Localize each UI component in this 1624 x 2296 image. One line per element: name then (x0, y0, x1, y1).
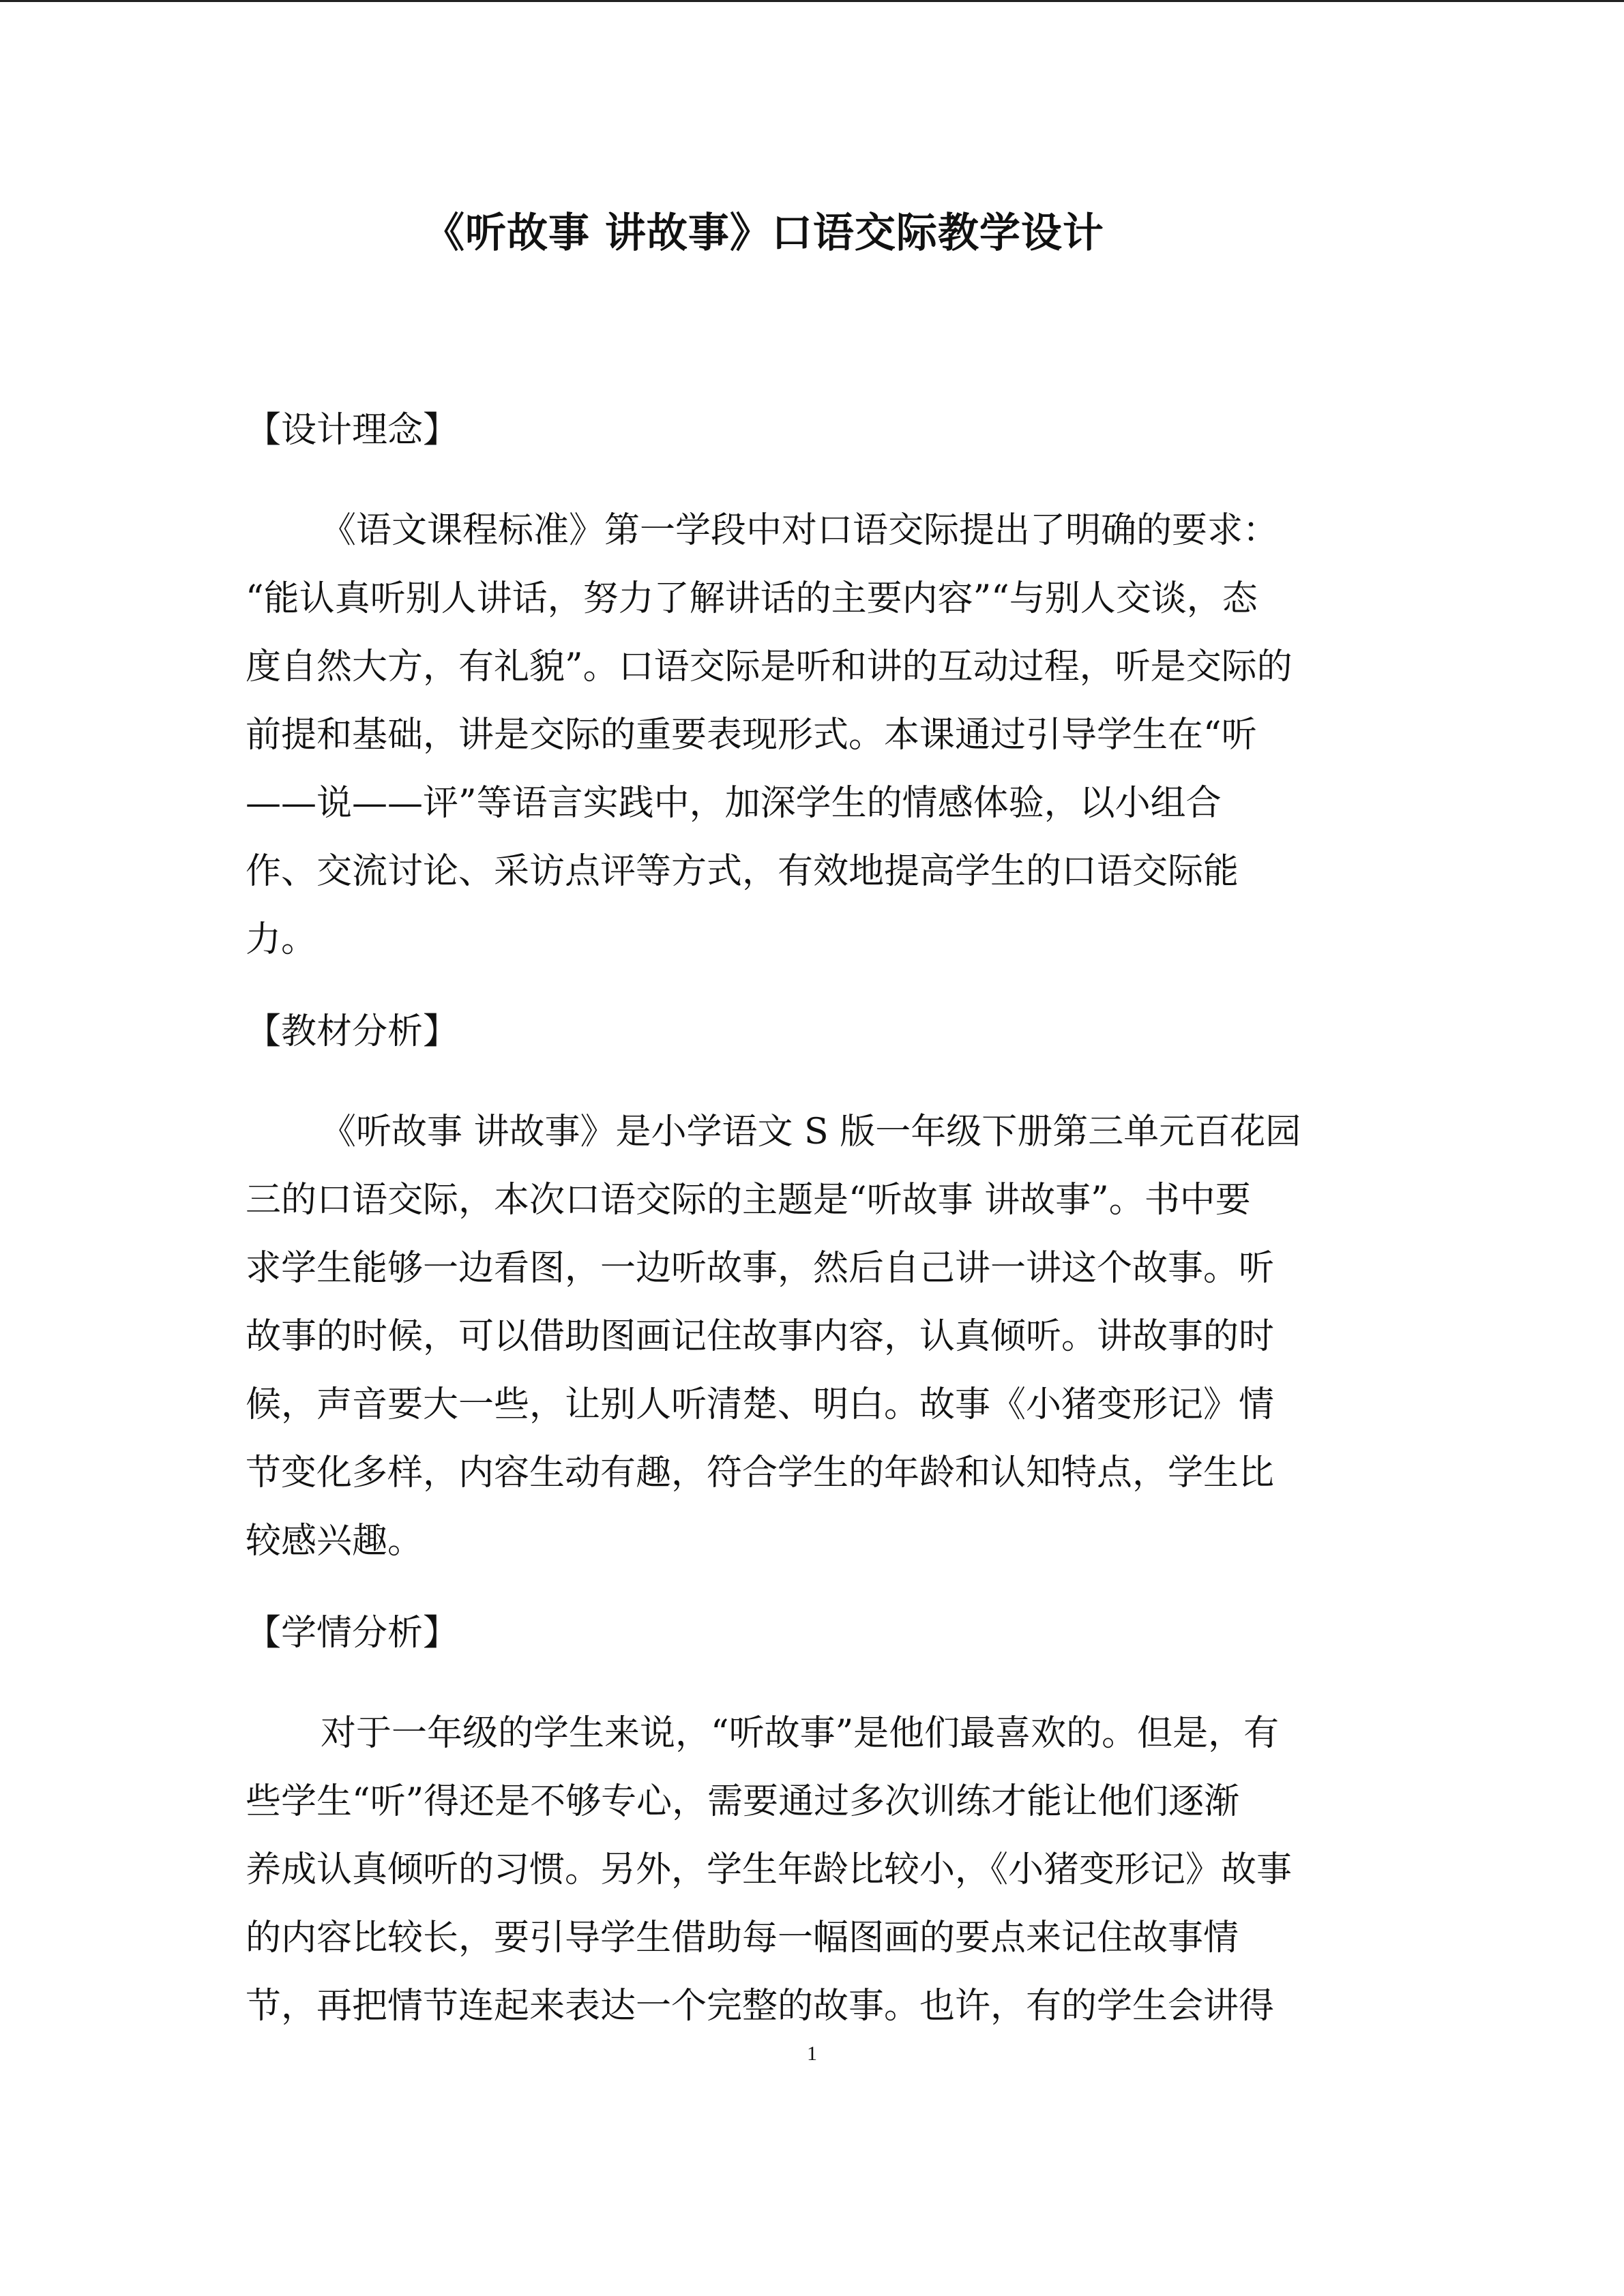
paragraph-line: 较感兴趣。 (246, 1521, 424, 1562)
section-textbook-analysis (246, 1001, 1378, 1575)
section-design-concept (246, 400, 1378, 974)
paragraph-line: 的内容比较长，要引导学生借助每一幅图画的要点来记住故事情 (246, 1918, 1239, 1958)
spacer (246, 1062, 1378, 1098)
paragraph-line: 些学生“听”得还是不够专心，需要通过多次训练才能让他们逐渐 (246, 1781, 1240, 1822)
paragraph-line: 求学生能够一边看图，一边听故事，然后自己讲一讲这个故事。听 (246, 1248, 1275, 1289)
spacer (246, 974, 1378, 1001)
page-number: 1 (807, 2042, 817, 2065)
section-student-analysis (246, 1602, 1378, 2040)
paragraph-line: “能认真听别人讲话，努力了解讲话的主要内容”“与别人交谈，态 (246, 578, 1258, 619)
document-title: 《听故事 讲故事》口语交际教学设计 (424, 209, 1104, 257)
paragraph-line: 力。 (246, 919, 317, 960)
paragraph-line: 节变化多样，内容生动有趣，符合学生的年龄和认知特点，学生比 (246, 1452, 1275, 1493)
section-heading: 【教材分析】 (246, 1011, 459, 1052)
section-heading: 【学情分析】 (246, 1613, 459, 1654)
paragraph-line: 对于一年级的学生来说，“听故事”是他们最喜欢的。但是，有 (321, 1713, 1280, 1754)
paragraph-line: 《听故事 讲故事》是小学语文 S 版一年级下册第三单元百花园 (321, 1112, 1301, 1152)
paragraph-line: 故事的时候，可以借助图画记住故事内容，认真倾听。讲故事的时 (246, 1316, 1275, 1357)
section-heading: 【设计理念】 (246, 410, 459, 451)
paragraph-line: 度自然大方，有礼貌”。口语交际是听和讲的互动过程，听是交际的 (246, 646, 1293, 687)
spacer (246, 1575, 1378, 1602)
paragraph-line: 节，再把情节连起来表达一个完整的故事。也许，有的学生会讲得 (246, 1986, 1275, 2027)
paragraph-line: 三的口语交际，本次口语交际的主题是“听故事 讲故事”。书中要 (246, 1180, 1251, 1221)
document-body (246, 400, 1378, 2040)
paragraph-line: 养成认真倾听的习惯。另外，学生年龄比较小，《小猪变形记》故事 (246, 1849, 1293, 1890)
paragraph-line: 前提和基础，讲是交际的重要表现形式。本课通过引导学生在“听 (246, 715, 1257, 756)
paragraph-line: 候，声音要大一些，让别人听清楚、明白。故事《小猪变形记》情 (246, 1384, 1275, 1425)
spacer (246, 461, 1378, 496)
top-border-rule (0, 0, 1624, 2)
paragraph-line: ——说——评”等语言实践中，加深学生的情感体验，以小组合 (246, 783, 1222, 824)
paragraph-line: 作、交流讨论、采访点评等方式，有效地提高学生的口语交际能 (246, 851, 1239, 892)
paragraph-line: 《语文课程标准》第一学段中对口语交际提出了明确的要求： (321, 510, 1279, 551)
spacer (246, 1664, 1378, 1699)
